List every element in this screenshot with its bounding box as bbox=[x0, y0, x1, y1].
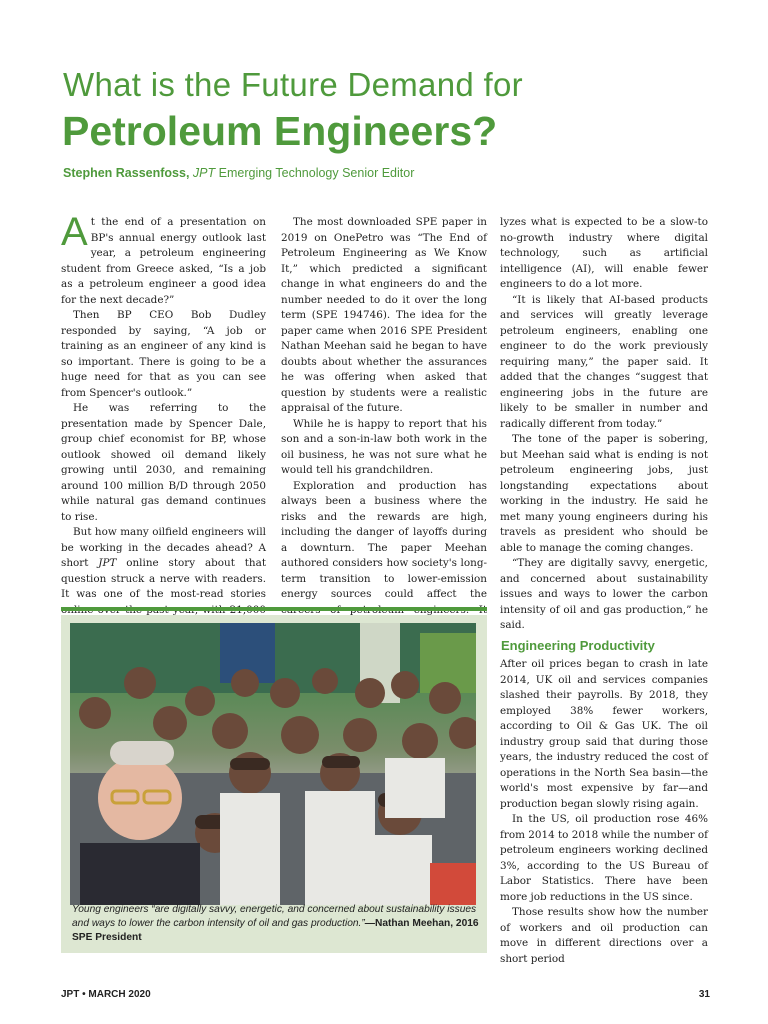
page-number: 31 bbox=[698, 989, 710, 1000]
column-2 bbox=[281, 215, 487, 634]
paragraph: Those results show how the number of workers and oil production can move in different directions over a short period bbox=[500, 906, 708, 965]
byline bbox=[63, 166, 414, 180]
paragraph: In the US, oil production rose 46% from 2014 to 2018 while the number of petroleum engineers working declined 3%, according to the US Bureau of Labor Statistics. There have been more job reductions in the US since. bbox=[500, 813, 708, 903]
photo-box bbox=[61, 615, 487, 953]
paragraph: Then BP CEO Bob Dudley responded by saying, “A job or training as an engineer of any kind is so important. There is going to be a huge need for that as you can see from Spencer's outlook.” bbox=[61, 309, 266, 399]
column-1 bbox=[61, 210, 266, 634]
paragraph: The tone of the paper is sobering, but Meehan said what is ending is not petroleum engineering jobs, just longstanding expectations about working in the industry. He said he met many young engineers during his travels as president who should be able to manage the coming changes. bbox=[500, 433, 708, 554]
paragraph: He was referring to the presentation made by Spencer Dale, group chief economist for BP, whose outlook showed oil demand likely growing until 2030, and remaining around 100 million B/D through 2050 while natural gas demand continues to rise. bbox=[61, 402, 266, 523]
paragraph: The most downloaded SPE paper in 2019 on OnePetro was “The End of Petroleum Engineering as We Know It,” which predicted a significant change in what engineers do and the number needed to do it over the long term (SPE 194746). The idea for the paper came when 2016 SPE President Nathan Meehan said he began to have doubts about whether the assurances he was offering when asked that question by students were a realistic appraisal of the future. bbox=[281, 216, 487, 414]
paragraph bbox=[61, 210, 266, 308]
column-3-continued bbox=[500, 657, 708, 967]
drop-cap: A bbox=[61, 210, 88, 254]
author-publication: JPT bbox=[192, 166, 216, 180]
photo-top-rule bbox=[61, 607, 487, 611]
footer-publication: JPT • MARCH 2020 bbox=[61, 989, 151, 1000]
paragraph-text: online story about that question struck a nerve with readers. It was one of the most-read stories bbox=[61, 557, 266, 600]
paragraph: After oil prices began to crash in late 2014, UK oil and services companies slashed their payrolls. By 2018, they employed 38% fewer workers, according to Oil & Gas UK. The oil industry group said that during those years, the industry reduced the cost of operations in the North Sea basin—the world's most expensive by far—and production began slowly rising again. bbox=[500, 658, 708, 810]
author-name: Stephen Rassenfoss, bbox=[63, 166, 190, 180]
paragraph: “It is likely that AI-based products and services will greatly leverage petroleum engineers, enabling one engineer to do the work previously requiring many,” the paper said. It added that the changes “suggest that engineering jobs in the future are likely to be smaller in number and radically different from today.” bbox=[500, 293, 708, 430]
publication-name: JPT bbox=[98, 557, 117, 569]
caption-attribution: —Nathan Meehan, 2016 SPE President bbox=[72, 918, 479, 943]
photo-caption bbox=[72, 903, 480, 945]
section-heading: Engineering Productivity bbox=[501, 638, 655, 653]
caption-text: Young engineers “are digitally savvy, energetic, and concerned about sustainability issues and ways to lower the carbon intensity of oil and gas production.” bbox=[72, 904, 477, 929]
paragraph: While he is happy to report that his son and a son-in-law both work in the oil business, he was not sure what he would tell his grandchildren. bbox=[281, 417, 487, 476]
paragraph-text: But how many oilfield engineers will be working in the decades ahead? A short bbox=[61, 526, 266, 569]
article-title-line2: Petroleum Engineers? bbox=[62, 108, 498, 154]
paragraph-text: t the end of a presentation on BP's annual energy outlook last year, a petroleum engineering student from Greece asked, “Is a job as a petroleum engineer a good idea for the next decade?” bbox=[61, 216, 266, 306]
group-photo-illustration bbox=[70, 623, 476, 905]
paragraph: lyzes what is expected to be a slow-to no-growth industry where digital technology, such as artificial intelligence (AI), will enable fewer engineers to do a lot more. bbox=[500, 216, 708, 290]
paragraph: “They are digitally savvy, energetic, and concerned about sustainability issues and ways to lower the carbon intensity of oil and gas production,” he said. bbox=[500, 557, 708, 631]
group-photo bbox=[70, 623, 476, 905]
author-role: Emerging Technology Senior Editor bbox=[218, 166, 415, 180]
article-title-line1: What is the Future Demand for bbox=[63, 66, 523, 103]
paragraph: Exploration and production has always been a business where the risks and the rewards are high, including the danger of layoffs during a downturn. The paper Meehan authored considers how society's long-term transition to lower-emission energy sources could affect the bbox=[281, 479, 487, 600]
column-3 bbox=[500, 215, 708, 634]
